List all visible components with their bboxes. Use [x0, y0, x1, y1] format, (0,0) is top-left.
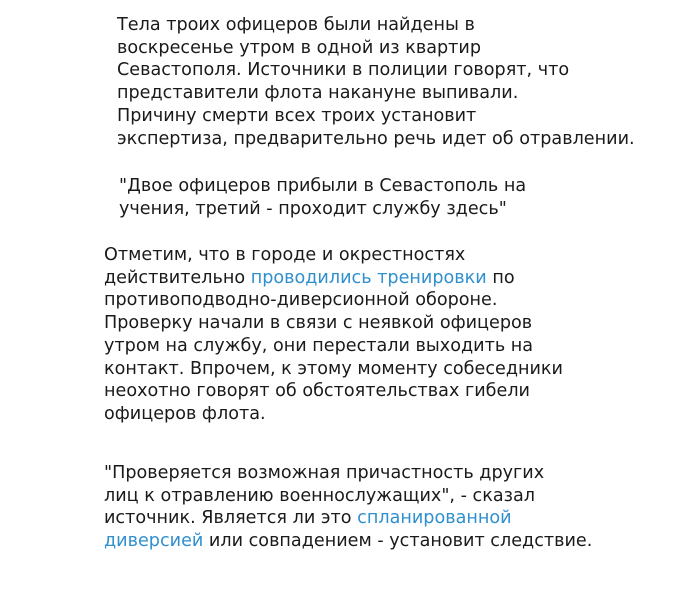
text-segment: действительно [104, 267, 251, 288]
text-line: "Проверяется возможная причастность других [104, 463, 545, 483]
paragraph-training [104, 244, 563, 426]
text-line: лиц к отравлению военнослужащих", - сказал [104, 485, 535, 506]
text-line: контакт. Впрочем, к этому моменту собеседники [104, 358, 563, 379]
text-line: утром на службу, они перестали выходить на [104, 335, 534, 356]
link-training[interactable]: проводились тренировки [250, 267, 487, 288]
text-line: воскресенье утром в одной из квартир [117, 37, 482, 58]
text-line: "Двое офицеров прибыли в Севастополь на [119, 176, 527, 196]
text-line: Причину смерти всех троих установит [117, 105, 477, 126]
paragraph-quote-investigation [104, 462, 592, 553]
text-line: представители флота накануне выпивали. [117, 83, 519, 104]
text-segment: или совпадением - установит следствие. [203, 531, 593, 552]
text-line: противоподводно-диверсионной обороне. [104, 290, 498, 311]
text-segment: источник. Является ли это [104, 508, 358, 529]
text-line [104, 530, 592, 553]
link-sabotage[interactable]: диверсией [104, 531, 204, 552]
text-line: неохотно говорят об обстоятельствах гибели [104, 381, 530, 402]
text-line: офицеров флота. [104, 403, 266, 424]
paragraph-quote-arrival [119, 175, 526, 220]
text-line: Севастополя. Источники в полиции говорят, что [117, 60, 570, 81]
text-line: Проверку начали в связи с неявкой офицеров [104, 313, 533, 334]
text-line [104, 267, 563, 290]
link-planned-sabotage[interactable]: спланированной [357, 508, 512, 529]
text-line: учения, третий - проходит службу здесь" [119, 198, 507, 219]
text-line [104, 507, 592, 530]
text-line: Отметим, что в городе и окрестностях [104, 245, 466, 265]
text-segment: по [486, 267, 515, 288]
text-line: экспертиза, предварительно речь идет об отравлении. [117, 128, 635, 149]
paragraph-officers-found [117, 14, 635, 150]
text-line: Тела троих офицеров были найдены в [117, 15, 475, 35]
